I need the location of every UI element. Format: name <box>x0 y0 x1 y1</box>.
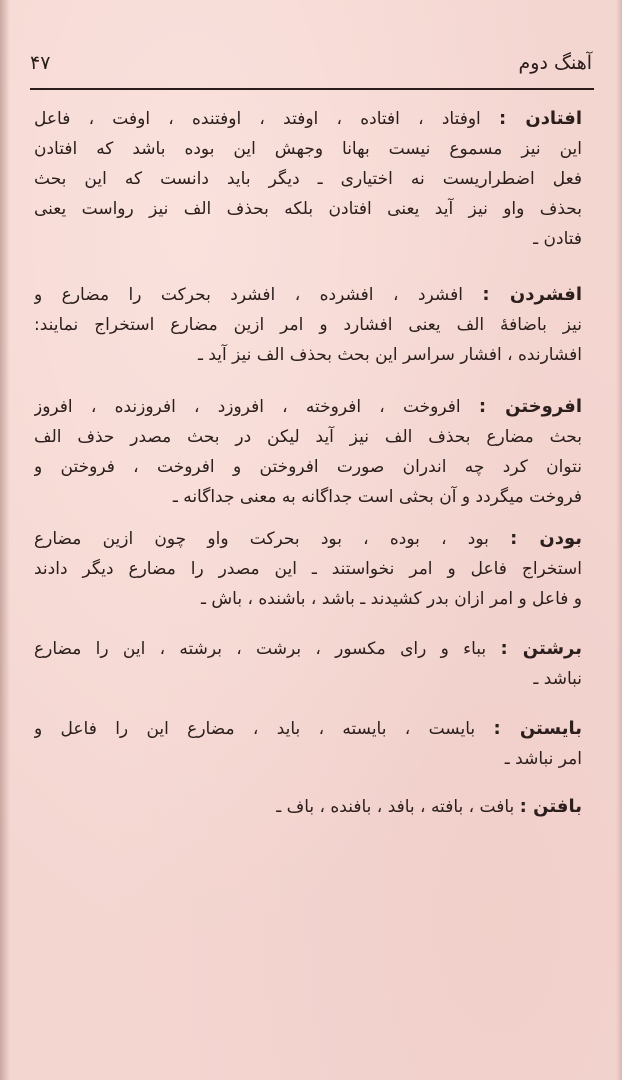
dictionary-entry <box>34 392 582 512</box>
dictionary-entry <box>34 280 582 370</box>
entry-line: استخراج فاعل و امر نخواستند ـ این مصدر را مضارع دیگر دادند <box>34 559 582 579</box>
entry-text: بود ، بوده ، بود بحرکت واو چون ازین مضارع <box>34 529 489 549</box>
entry-line: افشارنده ، افشار سراسر این بحث بحذف الف نیز آید ـ <box>197 345 582 365</box>
entry-headword: بایستن : <box>493 718 582 739</box>
entry-line <box>34 524 582 554</box>
entry-headword: افتادن : <box>499 108 582 129</box>
entry-text: افشرد ، افشرده ، افشرد بحرکت را مضارع و <box>34 285 463 305</box>
entry-line <box>34 714 582 744</box>
entry-line: بحث مضارع بحذف الف نیز آید لیکن در بحث مصدر حذف الف <box>34 427 582 447</box>
dictionary-entry <box>34 714 582 774</box>
entry-line: بحذف واو نیز آید یعنی افتادن بلکه بحذف الف نیز رواست یعنی <box>34 199 582 219</box>
entry-headword: بودن : <box>510 528 582 549</box>
entry-headword: برشتن : <box>500 638 582 659</box>
entry-text: اوفتاد ، افتاده ، اوفتد ، اوفتنده ، اوفت ، فاعل <box>34 109 481 129</box>
entry-line <box>34 792 582 822</box>
dictionary-entry <box>34 634 582 694</box>
page-number: ۴۷ <box>30 52 51 74</box>
header-rule <box>30 88 594 90</box>
entry-line: این نیز مسموع نیست بهانا وجهش این بوده باشد که افتادن <box>34 139 582 159</box>
page-header <box>30 52 592 86</box>
dictionary-entry <box>34 792 582 822</box>
entry-line: فتادن ـ <box>533 229 582 249</box>
page-shadow-right <box>616 0 622 1080</box>
dictionary-entry <box>34 104 582 254</box>
entry-line: فروخت میگردد و آن بحثی است جداگانه به معنی جداگانه ـ <box>172 487 582 507</box>
entry-headword: افروختن : <box>478 396 582 417</box>
entry-line <box>34 104 582 134</box>
entry-line: نباشد ـ <box>533 669 582 689</box>
entry-line <box>34 634 582 664</box>
entry-text: افروخت ، افروخته ، افروزد ، افروزنده ، افروز <box>34 397 461 417</box>
entry-line: نتوان کرد چه اندران صورت افروختن و افروخت ، فروختن و <box>34 457 582 477</box>
body-text <box>34 104 582 822</box>
entry-line: و فاعل و امر ازان بدر کشیدند ـ باشد ، باشنده ، باش ـ <box>201 589 582 609</box>
entry-text: بایست ، بایسته ، باید ، مضارع این را فاعل و <box>34 719 476 739</box>
running-title: آهنگ دوم <box>518 52 592 74</box>
entry-headword: افشردن : <box>482 284 582 305</box>
entry-line: امر نباشد ـ <box>504 749 582 769</box>
entry-line: فعل اضطراریست نه اختیاری ـ دیگر باید دانست که این بحث <box>34 169 582 189</box>
page-shadow-left <box>0 0 10 1080</box>
entry-line <box>34 392 582 422</box>
entry-text: بباء و رای مکسور ، برشت ، برشته ، این را مضارع <box>34 639 487 659</box>
entry-line <box>34 280 582 310</box>
entry-text: بافت ، بافته ، بافد ، بافنده ، باف ـ <box>276 797 515 817</box>
entry-headword: بافتن : <box>519 796 582 817</box>
entry-line: نیز باضافهٔ الف یعنی افشارد و امر ازین مضارع استخراج نمایند: <box>34 315 582 335</box>
dictionary-entry <box>34 524 582 614</box>
